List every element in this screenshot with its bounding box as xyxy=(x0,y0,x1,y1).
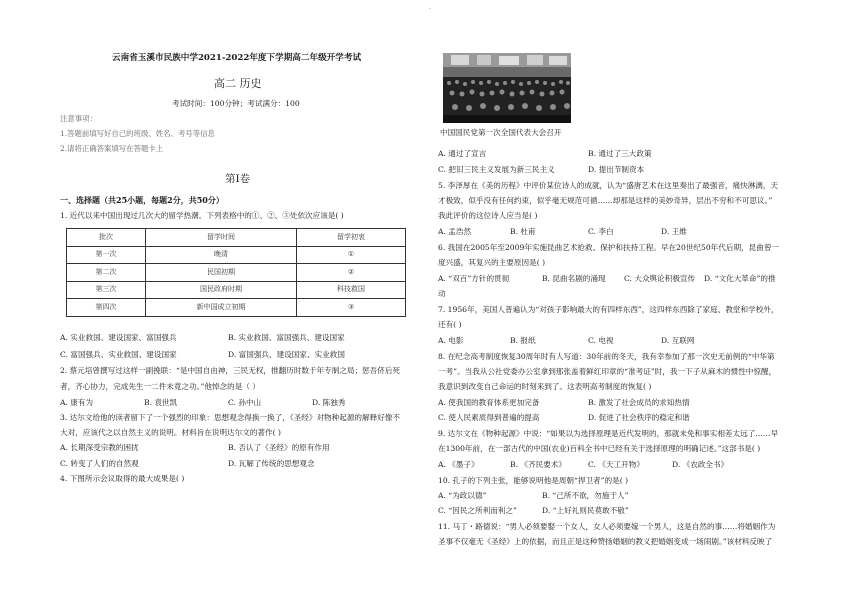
q9-option-d: D. 《农政全书》 xyxy=(672,460,729,469)
question-3-line-2: 大对，应该代之以自然主义的说明。材料旨在说明达尔文的著作( ) xyxy=(60,428,281,437)
note-1: 1.答题前填写好自己的班级、姓名、考号等信息 xyxy=(60,129,215,138)
q10-option-a: A. “为政以德” xyxy=(438,491,487,500)
section-heading: 一、选择题（共25小题，每题2分，共50分） xyxy=(60,195,224,205)
q7-option-b: B. 报纸 xyxy=(510,336,536,345)
question-9-line-2: 在1300年前，在一部古代的中国(农业)百科全书中已经有关于选择原理的明确记述。”这部书是( ) xyxy=(438,444,761,453)
q8-option-c: C. 使人民素质得到普遍的提高 xyxy=(438,413,540,422)
question-11-line-1: 11. 马丁・路德说：“男人必须要娶一个女人，女人必须要嫁一个男人，这是自然的事……将婚姻作为 xyxy=(438,522,776,531)
question-11-line-2: 圣事不仅毫无《圣经》上的依据，而且正是这种赞扬婚姻的教义把婚姻变成一场闹剧。”该材料反映了 xyxy=(438,537,773,546)
q5-option-c: C. 李白 xyxy=(588,227,614,236)
question-2-line-2: 者，齐心协力，完成先生一二件未竟之功。”他悼念的是（ ） xyxy=(60,382,260,391)
table-cell: ① xyxy=(297,246,406,264)
question-10: 10. 孔子的下列主张，能够说明他是周朝“捍卫者”的是( ) xyxy=(438,476,629,485)
table-cell: 第二次 xyxy=(67,264,146,282)
table-cell: 第三次 xyxy=(67,281,146,299)
table-cell: 晚清 xyxy=(146,246,297,264)
q4-option-b: B. 通过了三大政策 xyxy=(588,149,652,158)
table-header: 留学初衷 xyxy=(297,229,406,247)
question-9-line-1: 9. 达尔文在《物种起源》中说：“如果以为选择原理是近代发明的，那就未免和事实相差太远了……早 xyxy=(438,429,779,438)
top-mark: · xyxy=(429,6,431,13)
question-4: 4. 下图所示会议取得的最大成果是( ) xyxy=(60,474,185,483)
table-row xyxy=(67,299,406,317)
table-header-row xyxy=(67,229,406,247)
q2-option-a: A. 康有为 xyxy=(60,398,94,407)
q9-option-c: C. 《天工开物》 xyxy=(588,460,644,469)
table-cell: 第四次 xyxy=(67,299,146,317)
q6-option-c: C. 大众舆论积极宣传 xyxy=(624,274,696,283)
q4-option-a: A. 通过了宣言 xyxy=(438,149,487,158)
table-row xyxy=(67,246,406,264)
q10-option-c: C. “因民之所利而利之” xyxy=(438,506,517,515)
q1-option-b: B. 实业救国、富国强兵、建设国家 xyxy=(228,333,345,342)
table-cell: 新中国成立初期 xyxy=(146,299,297,317)
congress-photo xyxy=(443,53,571,123)
table-row xyxy=(67,281,406,299)
q5-option-a: A. 孟浩然 xyxy=(438,227,472,236)
q8-option-a: A. 使我国的教育体系更加完备 xyxy=(438,398,540,407)
table-row xyxy=(67,264,406,282)
q6-option-d-continued: 动 xyxy=(438,289,446,298)
table-cell: ② xyxy=(297,264,406,282)
q3-option-b: B. 否认了《圣经》的原有作用 xyxy=(228,443,330,452)
q3-option-a: A. 长期深受宗教的困扰 xyxy=(60,443,139,452)
q1-option-d: D. 富国强兵、建设国家、实业救国 xyxy=(228,350,345,359)
q9-option-a: A. 《墨子》 xyxy=(438,460,479,469)
table-header: 留学时间 xyxy=(146,229,297,247)
table-cell: 科技救国 xyxy=(297,281,406,299)
note-2: 2.请将正确答案填写在答题卡上 xyxy=(60,144,164,153)
q3-option-d: D. 瓦解了传统的思想观念 xyxy=(228,459,315,468)
q1-option-c: C. 富国强兵、实业救国、建设国家 xyxy=(60,350,177,359)
congress-photo-image xyxy=(443,53,571,123)
q7-option-c: C. 电视 xyxy=(588,336,614,345)
study-abroad-table xyxy=(66,228,406,317)
question-8-line-3: 我意识到改变自己命运的时刻来到了。这表明高考制度的恢复( ) xyxy=(438,382,652,391)
question-5-line-2: 才极致，似乎没有任何约束，似乎毫无规范可循……却那是这样的美妙奇异，层出不穷和不可思议。” xyxy=(438,196,773,205)
table-cell: 国民政府时期 xyxy=(146,281,297,299)
question-6-line-1: 6. 我国在2005年至2009年实施昆曲艺术抢救、保护和扶持工程。早在20世纪50年代后期，昆曲曾一 xyxy=(438,243,780,252)
q5-option-b: B. 杜甫 xyxy=(510,227,536,236)
q7-option-a: A. 电影 xyxy=(438,336,464,345)
question-7-line-2: 还有( ) xyxy=(438,320,462,329)
q6-option-a: A. “双百”方针的贯彻 xyxy=(438,274,510,283)
question-7-line-1: 7. 1956年，美国人普遍认为“对孩子影响最大的有四样东西”，这四样东西除了家庭、教堂和学校外， xyxy=(438,305,779,314)
q7-option-d: D. 互联网 xyxy=(661,336,695,345)
question-8-line-2: 一考”。当我从公社党委办公室拿到那张盖着鲜红印章的“准考证”时，我一下子从麻木的惯性中惊醒， xyxy=(438,367,777,376)
question-5-line-1: 5. 李泽厚在《美的历程》中评价某位诗人的成就，认为“盛唐艺术在这里奏出了最强音，痛快淋漓，天 xyxy=(438,181,779,190)
question-6-line-2: 度兴盛，其复兴的主要原因是( ) xyxy=(438,258,546,267)
q4-option-c: C. 把旧三民主义发展为新三民主义 xyxy=(438,165,555,174)
photo-caption: 中国国民党第一次全国代表大会召开 xyxy=(440,128,562,137)
question-8-line-1: 8. 在纪念高考制度恢复30周年时有人写道：30年前的冬天，我有幸参加了那一次史无前例的“中华第 xyxy=(438,352,775,361)
table-cell: ③ xyxy=(297,299,406,317)
exam-subject: 高二 历史 xyxy=(214,77,262,90)
q10-option-d: D. “上好礼则民莫敢不敬” xyxy=(542,506,629,515)
q1-option-a: A. 实业救国、建设国家、富国强兵 xyxy=(60,333,177,342)
exam-title: 云南省玉溪市民族中学2021-2022年度下学期高二年级开学考试 xyxy=(112,53,362,63)
table-cell: 民国初期 xyxy=(146,264,297,282)
question-1: 1. 近代以来中国出现过几次大的留学热潮。下列表格中的①、②、③处依次应该是( ) xyxy=(60,211,344,220)
q2-option-b: B. 袁世凯 xyxy=(144,398,178,407)
question-2-line-1: 2. 蔡元培曾撰写过这样一副挽联：“是中国自由神，三民无权，推翻历时数千年专制之局；惩吾侪后死 xyxy=(60,366,401,375)
volume-heading: 第Ⅰ卷 xyxy=(225,173,251,185)
q5-option-d: D. 王维 xyxy=(661,227,687,236)
q10-option-b: B. “己所不欲，勿施于人” xyxy=(542,491,629,500)
q6-option-d: D. “文化大革命”的推 xyxy=(704,274,776,283)
table-cell: 第一次 xyxy=(67,246,146,264)
q2-option-c: C. 孙中山 xyxy=(228,398,262,407)
q8-option-b: B. 激发了社会成员的求知热情 xyxy=(588,398,690,407)
q8-option-d: D. 促进了社会秩序的稳定和谐 xyxy=(588,413,690,422)
q3-option-c: C. 转变了人们的自然观 xyxy=(60,459,139,468)
exam-info: 考试时间：100分钟；考试满分：100 xyxy=(172,99,300,108)
q6-option-b: B. 昆曲名剧的涌现 xyxy=(542,274,606,283)
q2-option-d: D. 陈独秀 xyxy=(312,398,346,407)
q9-option-b: B. 《齐民要术》 xyxy=(510,460,566,469)
notes-title: 注意事项： xyxy=(60,114,97,123)
question-3-line-1: 3. 达尔文给他的读者留下了一个强烈的印象：思想观念得换一换了，《圣经》对物种起源的解释好像不 xyxy=(60,413,400,422)
q4-option-d: D. 提出节制资本 xyxy=(588,165,645,174)
question-5-line-3: 我此评价的这位诗人应当是( ) xyxy=(438,211,538,220)
table-header: 批次 xyxy=(67,229,146,247)
